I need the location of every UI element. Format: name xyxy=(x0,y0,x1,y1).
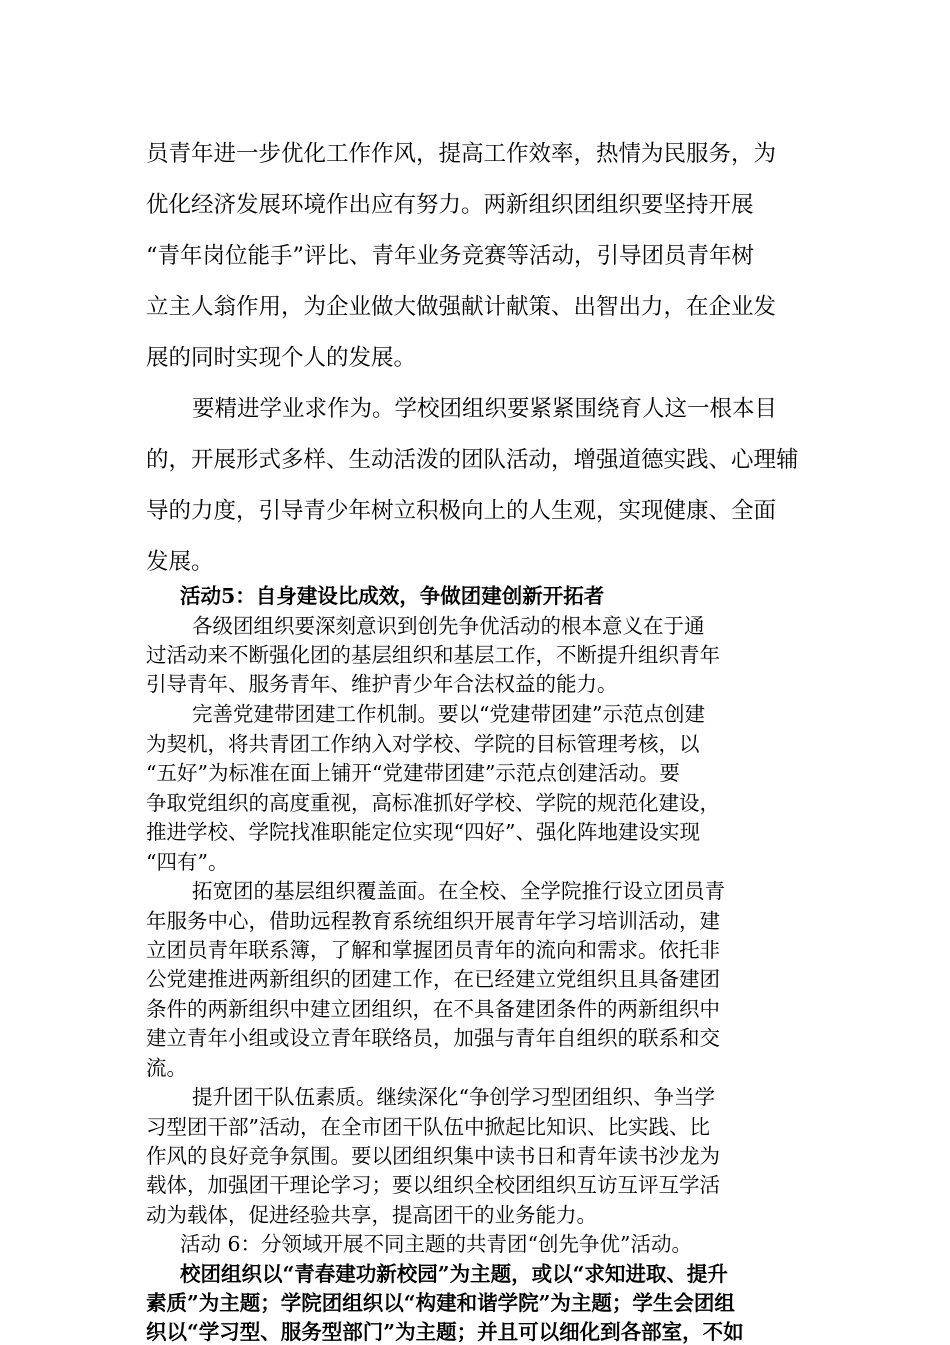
paragraph-line: 校团组织以“青春建功新校园”为主题，或以“求知进取、提升 xyxy=(180,1262,728,1286)
paragraph-line: 各级团组织要深刻意识到创先争优活动的根本意义在于通 xyxy=(192,614,705,638)
paragraph-line: 动为载体，促进经验共享，提高团干的业务能力。 xyxy=(146,1203,597,1227)
paragraph-line: 发展。 xyxy=(146,549,214,575)
section-heading: 活动5：自身建设比成效，争做团建创新开拓者 xyxy=(180,584,605,608)
paragraph-line: 建立青年小组或设立青年联络员，加强与青年自组织的联系和交 xyxy=(146,1026,720,1050)
paragraph-line: 过活动来不断强化团的基层组织和基层工作，不断提升组织青年 xyxy=(146,643,720,667)
paragraph-line: “青年岗位能手”评比、青年业务竞赛等活动，引导团员青年树 xyxy=(146,243,755,269)
paragraph-line: 提升团干队伍素质。继续深化“争创学习型团组织、争当学 xyxy=(192,1085,715,1109)
paragraph-line: 流。 xyxy=(146,1056,187,1080)
paragraph-line: 公党建推进两新组织的团建工作，在已经建立党组织且具备建团 xyxy=(146,967,720,991)
paragraph-line: 引导青年、服务青年、维护青少年合法权益的能力。 xyxy=(146,672,618,696)
paragraph-line: “五好”为标准在面上铺开“党建带团建”示范点创建活动。要 xyxy=(146,761,680,785)
paragraph-line: 年服务中心，借助远程教育系统组织开展青年学习培训活动，建 xyxy=(146,909,720,933)
paragraph-line: 条件的两新组织中建立团组织，在不具备建团条件的两新组织中 xyxy=(146,997,720,1021)
paragraph-line: 作风的良好竞争氛围。要以团组织集中读书日和青年读书沙龙为 xyxy=(146,1144,720,1168)
paragraph-line: 素质”为主题；学院团组织以“构建和谐学院”为主题；学生会团组 xyxy=(146,1291,735,1315)
paragraph-line: 推进学校、学院找准职能定位实现“四好”、强化阵地建设实现 xyxy=(146,820,700,844)
paragraph-line: 习型团干部”活动，在全市团干队伍中掀起比知识、比实践、比 xyxy=(146,1115,710,1139)
paragraph-line: 的，开展形式多样、生动活泼的团队活动，增强道德实践、心理辅 xyxy=(146,447,799,473)
paragraph-line: 织以“学习型、服务型部门”为主题；并且可以细化到各部室，不如 xyxy=(146,1320,744,1344)
paragraph-line: 立团员青年联系簿，了解和掌握团员青年的流向和需求。依托非 xyxy=(146,938,720,962)
paragraph-line: “四有”。 xyxy=(146,850,229,874)
paragraph-line: 展的同时实现个人的发展。 xyxy=(146,345,417,371)
paragraph-line: 优化经济发展环境作出应有努力。两新组织团组织要坚持开展 xyxy=(146,192,754,218)
paragraph-line: 载体，加强团干理论学习；要以组织全校团组织互访互评互学活 xyxy=(146,1173,720,1197)
paragraph-line: 拓宽团的基层组织覆盖面。在全校、全学院推行设立团员青 xyxy=(192,879,725,903)
paragraph-line: 要精进学业求作为。学校团组织要紧紧围绕育人这一根本目 xyxy=(192,396,778,422)
section-heading: 活动 6：分领域开展不同主题的共青团“创先争优”活动。 xyxy=(180,1232,693,1256)
paragraph-line: 立主人翁作用，为企业做大做强献计献策、出智出力，在企业发 xyxy=(146,294,777,320)
paragraph-line: 导的力度，引导青少年树立积极向上的人生观，实现健康、全面 xyxy=(146,498,777,524)
paragraph-line: 员青年进一步优化工作作风，提高工作效率，热情为民服务，为 xyxy=(146,141,777,167)
paragraph-line: 争取党组织的高度重视，高标准抓好学校、学院的规范化建设， xyxy=(146,791,720,815)
paragraph-line: 完善党建带团建工作机制。要以“党建带团建”示范点创建 xyxy=(192,702,705,726)
paragraph-line: 为契机，将共青团工作纳入对学校、学院的目标管理考核，以 xyxy=(146,732,700,756)
